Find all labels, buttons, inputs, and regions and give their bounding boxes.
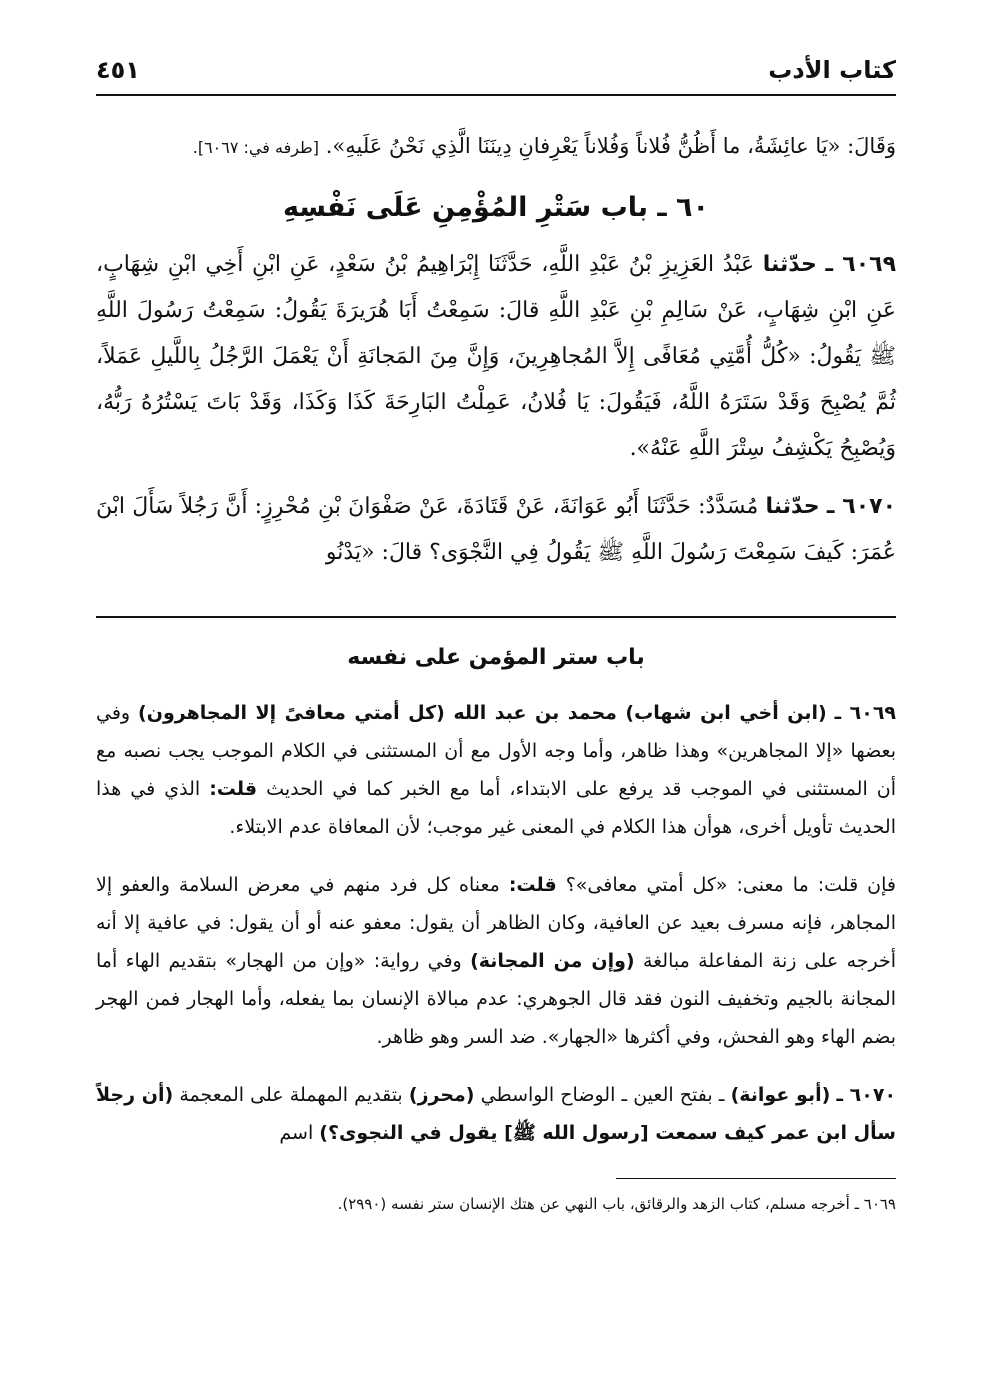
commentary-lemma: (أبو عوانة) [730, 1084, 831, 1106]
commentary-answer: معناه كل فرد منهم في معرض السلامة والعفو إلا المجاهر، فإنه مسرف بعيد عن العافية، وكان الظاهر أن يقول: معفو عنه أو أن يقول: في عافية إلا أنه أخرجه على زنة المفاعلة مبالغة [96, 874, 897, 972]
cross-reference: [طرفه في: ٦٠٦٧]. [192, 138, 320, 157]
commentary-text-continued: وفي رواية: «وإن من الهجار» بتقديم الهاء أما المجانة بالجيم وتخفيف النون فقد قال الجوهري: عدم مبالاة الإنسان بما يفعله، وأما الهجار فمن الهجر بضم الهاء وهو الفحش، وفي أكثرها «الجهار». ضد السر وهو ظاهر. [96, 950, 896, 1048]
running-head [96, 50, 896, 96]
commentary-lemma: (أن رجلاً سأل ابن عمر كيف سمعت [رسول الله ﷺ] يقول في النجوى؟) [96, 1084, 896, 1144]
commentary-lemma: (محرز) [408, 1084, 475, 1106]
commentary-text: وفي بعضها «إلا المجاهرين» وهذا ظاهر، وأما وجه الأول مع أن المستثنى في الكلام الموجب يجب نصبه مع أن المستثنى في الموجب قد يرفع على الابتداء، أما مع الخبر كما في الحديث [96, 702, 896, 800]
qultu-marker: قلت: [508, 874, 557, 896]
commentary-paragraph-6069 [96, 694, 896, 846]
commentary-text: ـ بفتح العين ـ الوضاح الواسطي [480, 1084, 725, 1106]
intro-text: وَقَالَ: «يَا عائِشَةُ، ما أَظُنُّ فُلاناً وَفُلاناً يَعْرِفانِ دِينَنَا الَّذِي نَحْنُ عَلَيهِ». [325, 134, 896, 158]
section-divider [96, 616, 896, 618]
intro-paragraph [96, 126, 896, 168]
footnote: ٦٠٦٩ ـ أخرجه مسلم، كتاب الزهد والرقائق، باب النهي عن هتك الإنسان ستر نفسه (٢٩٩٠). [337, 1195, 896, 1213]
footnote-divider [616, 1178, 896, 1179]
hadith-number: ٦٠٦٩ ـ [825, 252, 896, 277]
commentary-lemma: (ابن أخي ابن شهاب) محمد بن عبد الله (كل أمتي معافىً إلا المجاهرون) [138, 702, 827, 724]
hadith-text: مُسَدَّدٌ: حَدَّثَنَا أَبُو عَوَانَةَ، عَنْ قَتَادَةَ، عَنْ صَفْوَانَ بْنِ مُحْرِزٍ: أَنَّ رَجُلاً سَأَلَ ابْنَ عُمَرَ: كَيفَ سَمِعْتَ رَسُولَ اللَّهِ ﷺ يَقُولُ فِي النَّجْوَى؟ قالَ: «يَدْنُو [96, 494, 896, 565]
hadith-narration-formula: حدّثنا [762, 252, 817, 277]
commentary-number: ٦٠٦٩ ـ [834, 702, 897, 724]
book-title: كتاب الأدب [768, 56, 896, 84]
hadith-narration-formula: حدّثنا [765, 494, 820, 519]
commentary-text-continued: الذي في هذا الحديث تأويل أخرى، هوأن هذا الكلام في المعنى غير موجب؛ لأن المعافاة عدم الابتلاء. [96, 778, 896, 838]
commentary-text: بتقديم المهملة على المعجمة [179, 1084, 403, 1106]
commentary-question: فإن قلت: ما معنى: «كل أمتي معافى»؟ [565, 874, 896, 896]
commentary-paragraph-6070 [96, 1076, 896, 1152]
document-page [96, 50, 896, 1380]
commentary-lemma: (وإن من المجانة) [470, 950, 635, 972]
hadith-number: ٦٠٧٠ ـ [826, 494, 897, 519]
commentary-heading: باب ستر المؤمن على نفسه [347, 645, 645, 670]
hadith-text: عَبْدُ العَزِيزِ بْنُ عَبْدِ اللَّهِ، حَدَّثَنَا إِبْرَاهِيمُ بْنُ سَعْدٍ، عَنِ ابْنِ أَخِي ابْنِ شِهَابٍ، عَنِ ابْنِ شِهَابٍ، عَنْ سَالِمِ بْنِ عَبْدِ اللَّهِ قالَ: سَمِعْتُ أَبَا هُرَيرَةَ يَقُولُ: سَمِعْتُ رَسُولَ اللَّهِ ﷺ يَقُولُ: «كُلُّ أُمَّتِي مُعَافًى إِلاَّ المُجاهِرِينَ، وَإِنَّ مِنَ المَجانَةِ أَنْ يَعْمَلَ الرَّجُلُ بِاللَّيلِ عَمَلاً، ثُمَّ يُصْبِحَ وَقَدْ سَتَرَهُ اللَّهُ، فَيَقُولَ: يَا فُلانُ، عَمِلْتُ البَارِحَةَ كَذَا وَكَذَا، وَقَدْ بَاتَ يَسْتُرُهُ رَبُّهُ، وَيُصْبِحُ يَكْشِفُ سِتْرَ اللَّهِ عَنْهُ». [96, 252, 896, 461]
page-number: ٤٥١ [96, 56, 140, 84]
commentary-number: ٦٠٧٠ ـ [836, 1084, 897, 1106]
commentary-paragraph-question [96, 866, 896, 1056]
hadith-6069 [96, 242, 896, 472]
qultu-marker: قلت: [209, 778, 258, 800]
chapter-heading: ٦٠ ـ باب سَتْرِ المُؤْمِنِ عَلَى نَفْسِهِ [282, 192, 709, 223]
commentary-text: اسم [279, 1122, 314, 1144]
hadith-6070 [96, 484, 896, 576]
